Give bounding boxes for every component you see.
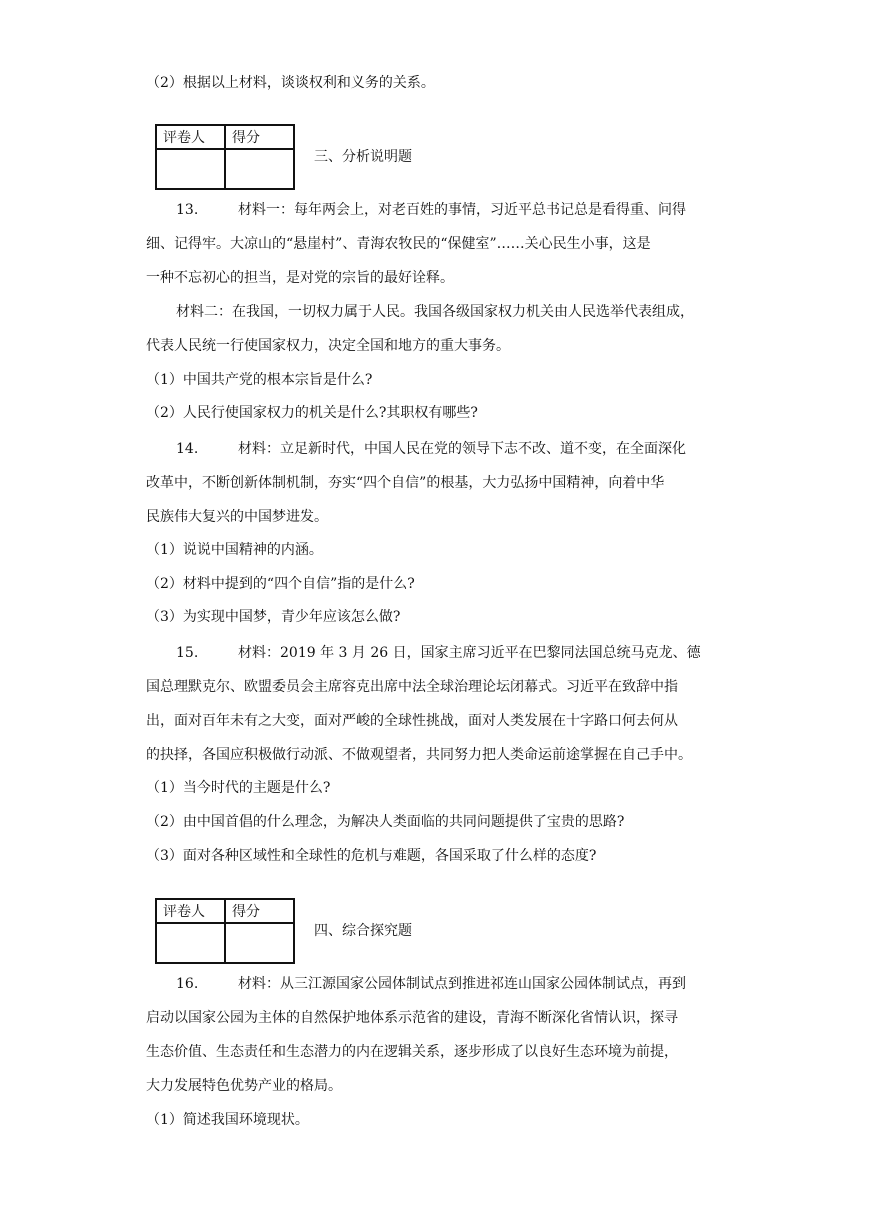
question-part: （2）人民行使国家权力的机关是什么?其职权有哪些? — [146, 405, 478, 421]
question-part: （1）说说中国精神的内涵。 — [146, 542, 323, 558]
reviewer-cell — [156, 149, 225, 189]
question-text: 大力发展特色优势产业的格局。 — [146, 1078, 342, 1094]
section-title: 三、分析说明题 — [314, 149, 412, 165]
question-text: 生态价值、生态责任和生态潜力的内在逻辑关系，逐步形成了以良好生态环境为前提， — [146, 1044, 678, 1060]
score-label: 得分 — [225, 899, 294, 923]
question-part: （1）当今时代的主题是什么? — [146, 780, 331, 796]
question-text: 材料：从三江源国家公园体制试点到推进祁连山国家公园体制试点，再到 — [238, 976, 686, 992]
question-text: 改革中，不断创新体制机制，夯实“四个自信”的根基，大力弘扬中国精神，向着中华 — [146, 475, 665, 491]
score-cell — [225, 923, 294, 963]
question-13-line — [176, 200, 686, 220]
question-text: 民族伟大复兴的中国梦进发。 — [146, 509, 328, 525]
question-text: 细、记得牢。大凉山的“悬崖村”、青海农牧民的“保健室”……关心民生小事，这是 — [146, 236, 651, 252]
question-text: 一种不忘初心的担当，是对党的宗旨的最好诠释。 — [146, 270, 454, 286]
question-text: 出，面对百年未有之大变，面对严峻的全球性挑战，面对人类发展在十字路口何去何从 — [146, 713, 678, 729]
question-number: 15. — [176, 645, 199, 661]
question-part: （2）材料中提到的“四个自信”指的是什么? — [146, 576, 415, 592]
question-part: （1）中国共产党的根本宗旨是什么? — [146, 372, 373, 388]
score-cell — [225, 149, 294, 189]
question-number: 16. — [176, 976, 199, 992]
question-part: （2）由中国首倡的什么理念，为解决人类面临的共同问题提供了宝贵的思路? — [146, 814, 625, 830]
question-text: 材料一：每年两会上，对老百姓的事情，习近平总书记总是看得重、问得 — [238, 202, 686, 218]
question-number: 14. — [176, 441, 199, 457]
question-14-line — [176, 439, 686, 459]
score-table — [155, 124, 295, 190]
question-15-line — [176, 643, 701, 663]
question-part: （3）面对各种区域性和全球性的危机与难题，各国采取了什么样的态度? — [146, 848, 597, 864]
question-text: 材料：2019 年 3 月 26 日，国家主席习近平在巴黎同法国总统马克龙、德 — [238, 645, 701, 661]
question-text: 启动以国家公园为主体的自然保护地体系示范省的建设，青海不断深化省情认识，探寻 — [146, 1010, 678, 1026]
section-title: 四、综合探究题 — [314, 923, 412, 939]
score-table — [155, 898, 295, 964]
question-text: 代表人民统一行使国家权力，决定全国和地方的重大事务。 — [146, 338, 510, 354]
question-text: 的抉择，各国应积极做行动派、不做观望者，共同努力把人类命运前途掌握在自己手中。 — [146, 747, 692, 763]
score-label: 得分 — [225, 125, 294, 149]
question-part: （3）为实现中国梦，青少年应该怎么做? — [146, 609, 401, 625]
reviewer-label: 评卷人 — [156, 125, 225, 149]
question-text: 材料：立足新时代，中国人民在党的领导下志不改、道不变，在全面深化 — [238, 441, 686, 457]
question-text: 材料二：在我国，一切权力属于人民。我国各级国家权力机关由人民选举代表组成， — [176, 304, 694, 320]
question-16-line — [176, 974, 686, 994]
reviewer-cell — [156, 923, 225, 963]
q12-part-2: （2）根据以上材料，谈谈权利和义务的关系。 — [146, 75, 435, 91]
reviewer-label: 评卷人 — [156, 899, 225, 923]
question-number: 13. — [176, 202, 199, 218]
question-part: （1）简述我国环境现状。 — [146, 1112, 309, 1128]
question-text: 国总理默克尔、欧盟委员会主席容克出席中法全球治理论坛闭幕式。习近平在致辞中指 — [146, 679, 678, 695]
